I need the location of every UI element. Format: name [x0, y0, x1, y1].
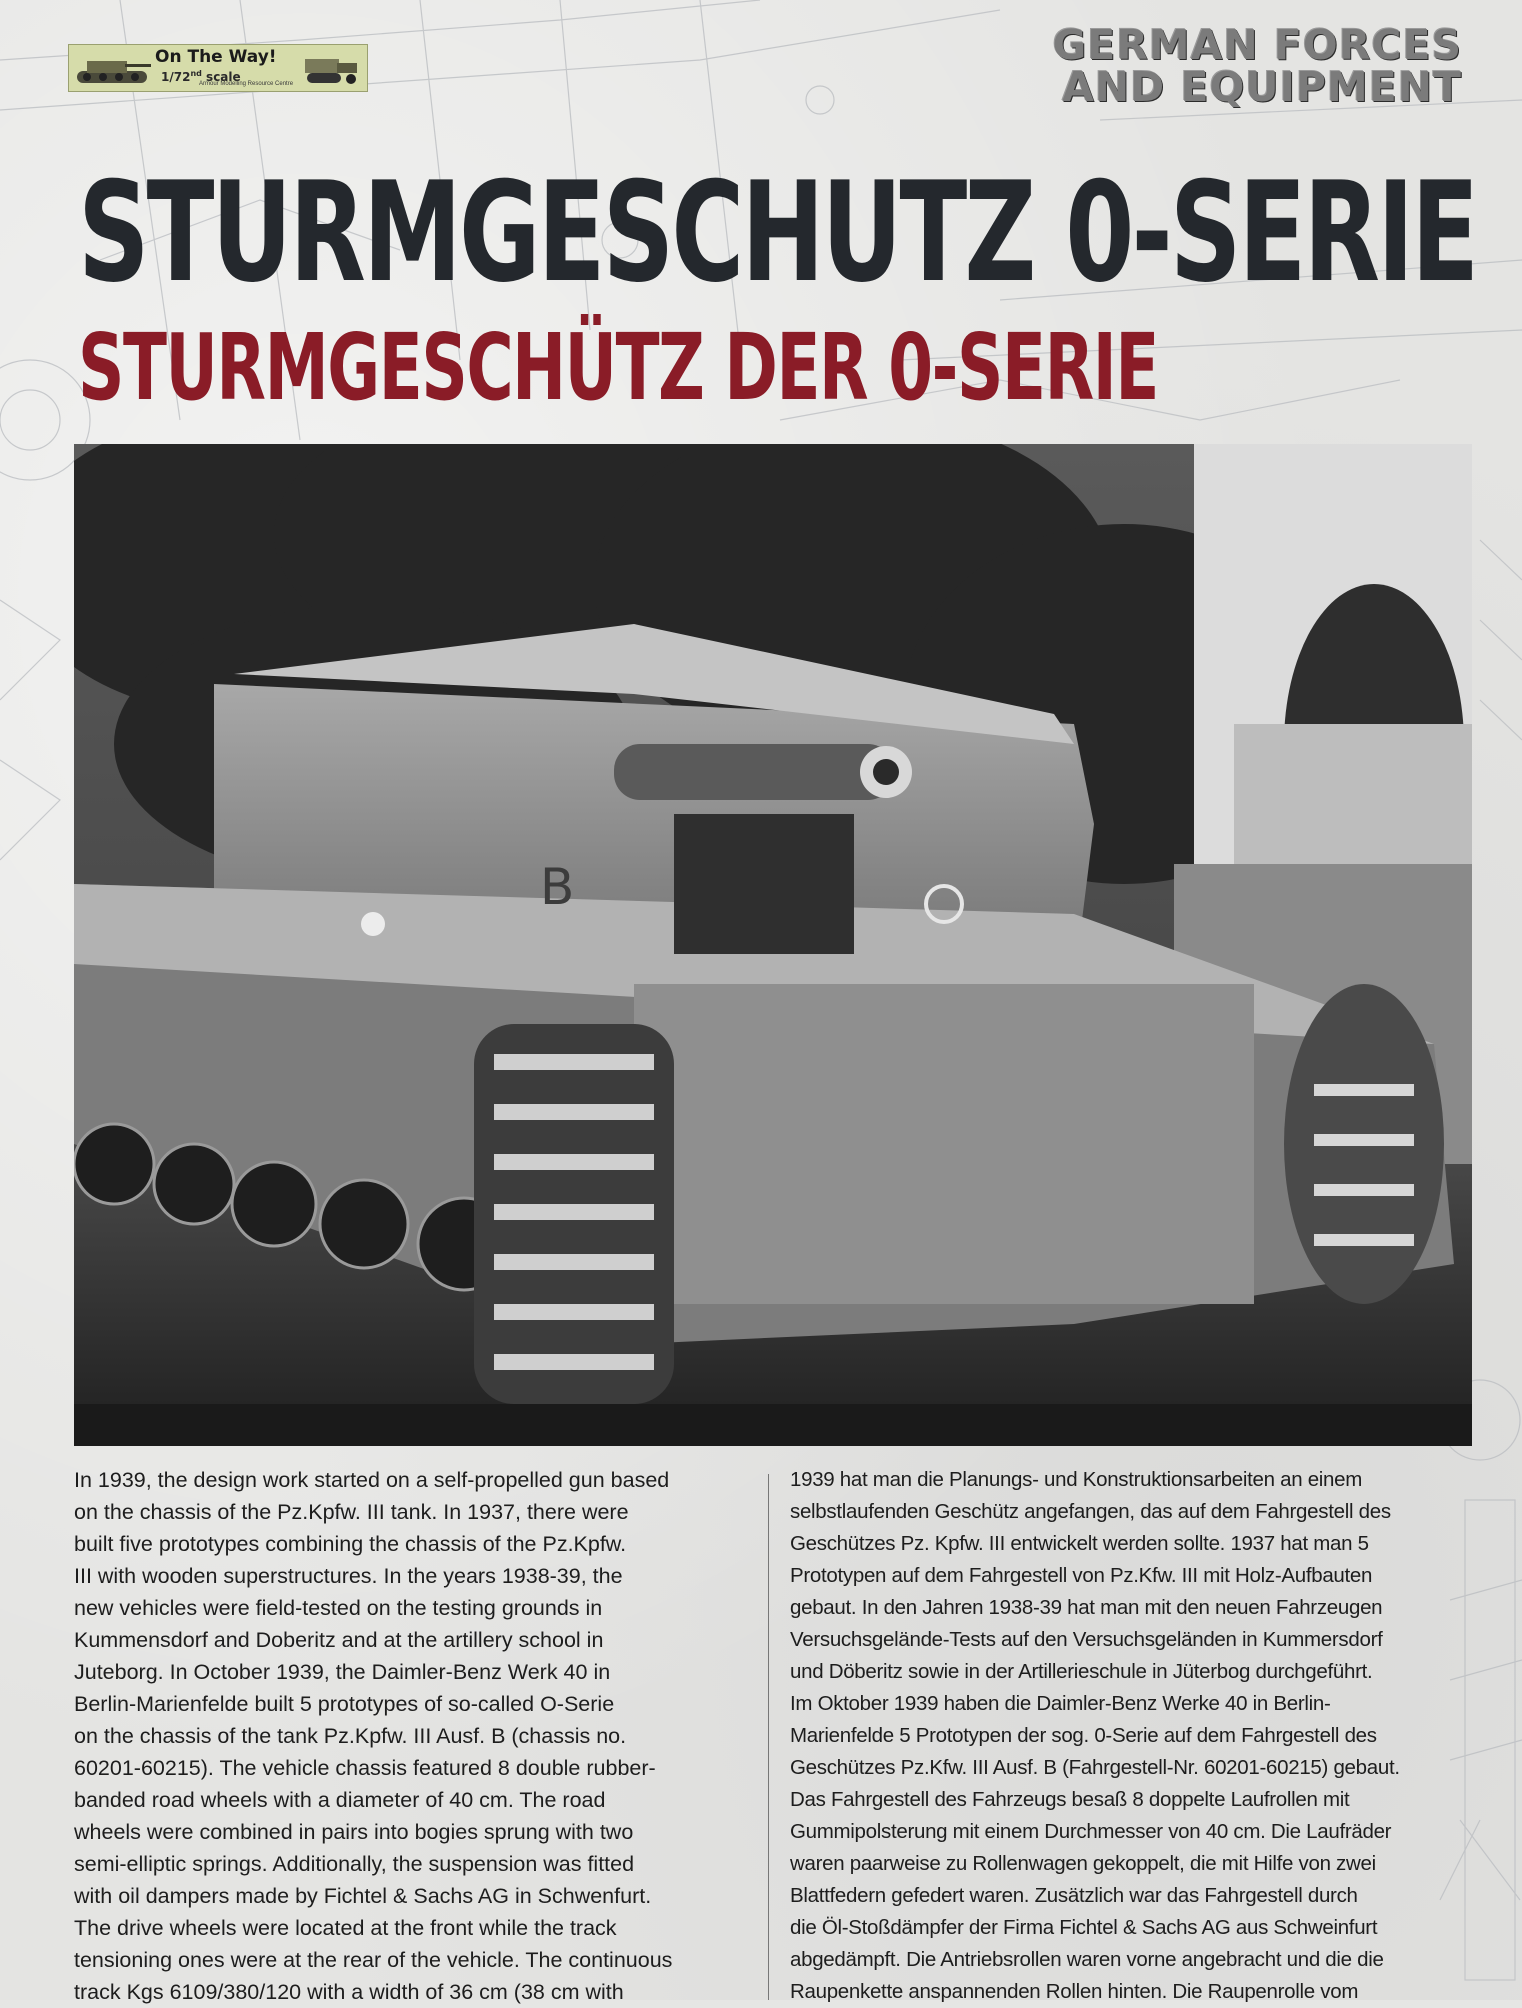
series-heading-line2: AND EQUIPMENT [1062, 63, 1462, 111]
badge-title: On The Way! [155, 47, 277, 67]
page-title: STURMGESCHUTZ 0-SERIE [78, 152, 1477, 313]
page-subtitle: STURMGESCHÜTZ DER 0-SERIE [78, 314, 1158, 421]
body-text-german: 1939 hat man die Planungs- und Konstruktionsarbeiten an einem selbstlaufenden Geschütz angefangen, das auf dem Fahrgestell des Geschützes Pz. Kpfw. III entwickelt werden sollte. 1937 hat man 5 Prototypen auf dem Fahrgestell von Pz.Kfw. III mit Holz-Aufbauten gebaut. In den Jahren 1938-39 hat man mit den neuen Fahrzeugen Versuchsgelände-Tests auf den Versuchsgeländen in Kummersdorf und Döberitz sowie in der Artillerieschule in Jüterbog durchgeführt. Im Oktober 1939 haben die Daimler-Benz Werke 40 in Berlin- Marienfelde 5 Prototypen der sog. 0-Serie auf dem Fahrgestell des Geschützes Pz.Kfw. III Ausf. B (Fahrgestell-Nr. 60201-60215) gebaut. Das Fahrgestell des Fahrzeugs besaß 8 doppelte Laufrollen mit Gummipolsterung mit einem Durchmesser von 40 cm. Die Laufräder waren paarweise zu Rollenwagen gekoppelt, die mit Hilfe von zwei Blattfedern gefedert waren. Zusätzlich war das Fahrgestell durch die Öl-Stoßdämpfer der Firma Fichtel & Sachs AG aus Schweinfurt abgedämpft. Die Antriebsrollen waren vorne angebracht und die die Raupenkette anspannenden Rollen hinten. Die Raupenrolle vom [790, 1468, 1400, 2003]
series-heading [942, 21, 1462, 111]
body-text-english: In 1939, the design work started on a self-propelled gun based on the chassis of the Pz.Kpfw. III tank. In 1937, there were built five prototypes combining the chassis of the Pz.Kpfw. III with wooden superstructures. In the years 1938-39, the new vehicles were field-tested on the testing grounds in Kummensdorf and Doberitz and at the artillery school in Juteborg. In October 1939, the Daimler-Benz Werk 40 in Berlin-Marienfelde built 5 prototypes of so-called O-Serie on the chassis of the tank Pz.Kpfw. III Ausf. B (chassis no. 60201-60215). The vehicle chassis featured 8 double rubber- banded road wheels with a diameter of 40 cm. The road wheels were combined in pairs into bogies sprung with two semi-elliptic springs. Additionally, the suspension was fitted with oil dampers made by Fichtel & Sachs AG in Schwenfurt. The drive wheels were located at the front while the track tensioning ones were at the rear of the vehicle. The continuous track Kgs 6109/380/120 with a width of 36 cm (38 cm with [74, 1468, 673, 2004]
site-logo-badge [68, 44, 368, 92]
column-divider [768, 1474, 769, 2000]
photo-marking: B [540, 858, 575, 916]
vehicle-photo [74, 444, 1472, 1446]
badge-subtitle: Armour Modelling Resource Centre [199, 81, 294, 87]
badge-scale: 1/72nd scale [161, 69, 241, 84]
halftrack-logo-icon [301, 49, 363, 89]
tank-logo-icon [73, 49, 153, 89]
series-heading-line1: GERMAN FORCES [1052, 21, 1462, 69]
